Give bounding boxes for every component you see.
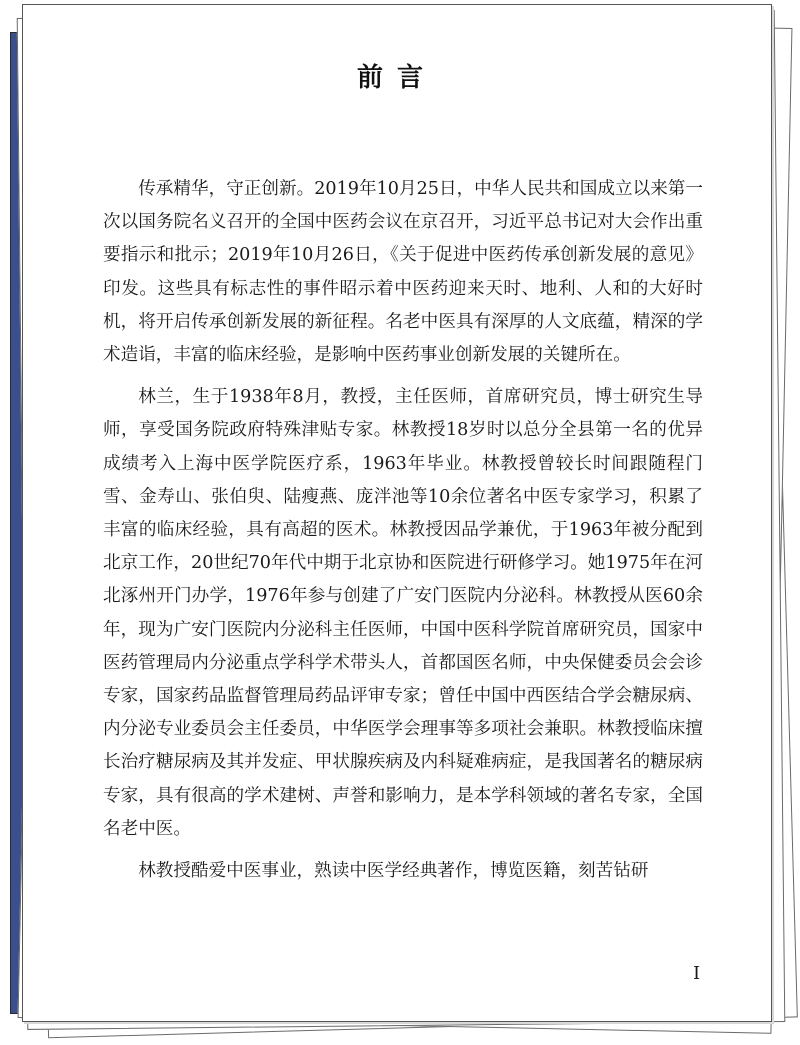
paragraph-3: 林教授酷爱中医事业，熟读中医学经典著作，博览医籍，刻苦钻研 bbox=[138, 861, 649, 882]
document-page bbox=[22, 4, 772, 1022]
paragraph-2: 林兰，生于1938年8月，教授，主任医师，首席研究员，博士研究生导师，享受国务院政府特殊津贴专家。林教授18岁时以总分全县第一名的优异成绩考入上海中医学院医疗系，1963年毕业。林教授曾较长时间跟随程门雪、金寿山、张伯臾、陆瘦燕、庞泮池等10余位著名中医专家学习，积累了丰富的临床经验，具有高超的医术。林教授因品学兼优，于1963年被分配到北京工作，20世纪70年代中期于北京协和医院进行研修学习。她1975年在河北涿州开门办学，1976年参与创建了广安门医院内分泌科。林教授从医60余年，现为广安门医院内分泌科主任医师，中国中医科学院首席研究员，国家中医药管理局内分泌重点学科学术带头人，首都国医名师，中央保健委员会会诊专家，国家药品监督管理局药品评审专家；曾任中国中西医结合学会糖尿病、内分泌专业委员会主任委员，中华医学会理事等多项社会兼职。林教授临床擅长治疗糖尿病及其并发症、甲状腺疾病及内科疑难病症，是我国著名的糖尿病专家，具有很高的学术建树、声誉和影响力，是本学科领域的著名专家，全国名老中医。 bbox=[103, 387, 703, 839]
page-number: I bbox=[693, 963, 701, 984]
page-title: 前言 bbox=[356, 63, 437, 93]
document-body bbox=[103, 173, 703, 897]
paragraph-1: 传承精华，守正创新。2019年10月25日，中华人民共和国成立以来第一次以国务院名义召开的全国中医药会议在京召开，习近平总书记对大会作出重要指示和批示；2019年10月26日，《关于促进中医药传承创新发展的意见》印发。这些具有标志性的事件昭示着中医药迎来天时、地利、人和的大好时机，将开启传承创新发展的新征程。名老中医具有深厚的人文底蕴，精深的学术造诣，丰富的临床经验，是影响中医药事业创新发展的关键所在。 bbox=[103, 179, 703, 366]
